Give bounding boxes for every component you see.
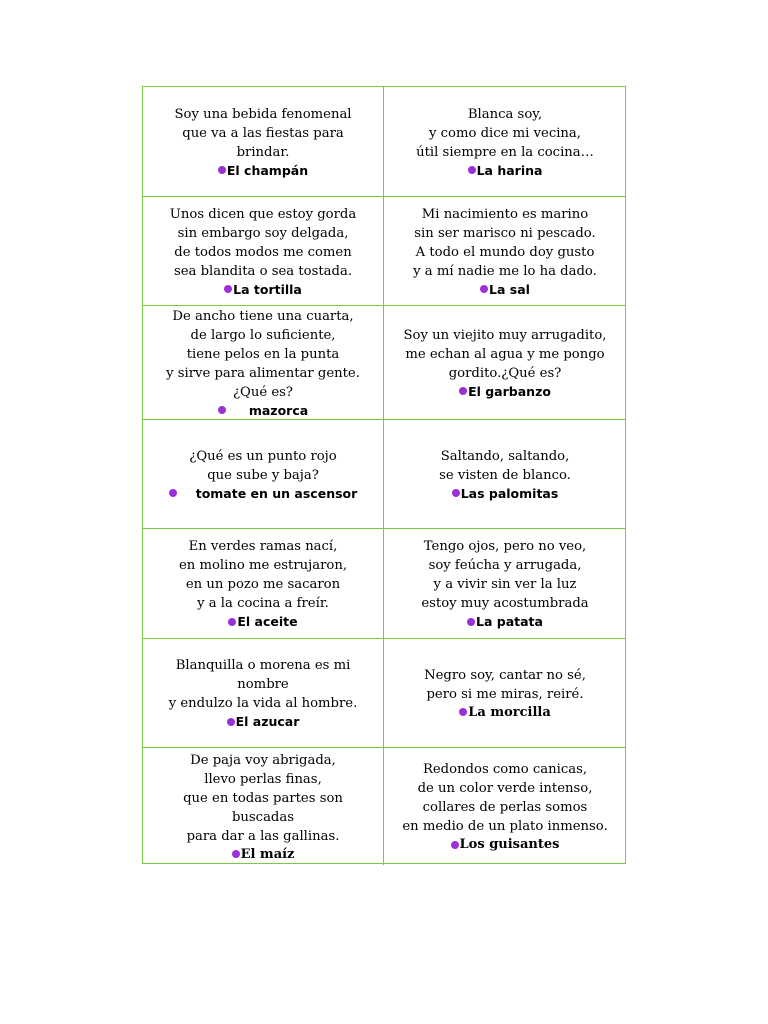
riddle-line: que va a las fiestas para <box>182 125 344 141</box>
bullet-icon <box>218 406 226 414</box>
bullet-icon <box>451 841 459 849</box>
answer-text: mazorca <box>248 402 309 418</box>
riddle-answer <box>480 281 530 298</box>
answer-text: La sal <box>489 281 530 297</box>
riddle-answer <box>459 383 551 400</box>
bullet-icon <box>169 489 177 497</box>
riddle-line: y a mí nadie me lo ha dado. <box>413 263 597 279</box>
answer-text: Los guisantes <box>459 837 560 852</box>
riddle-line: Blanca soy, <box>467 106 543 122</box>
riddle-card <box>143 748 384 865</box>
riddle-answer <box>169 485 358 502</box>
riddle-line: collares de perlas somos <box>422 800 588 815</box>
riddle-line: ¿Qué es un punto rojo <box>189 448 337 464</box>
riddle-line: Unos dicen que estoy gorda <box>169 206 357 222</box>
bullet-icon <box>468 166 476 174</box>
riddle-line: de un color verde intenso, <box>417 781 593 796</box>
riddle-answer <box>459 704 551 721</box>
riddle-line: Mi nacimiento es marino <box>421 206 589 222</box>
riddle-line: llevo perlas finas, <box>204 771 322 787</box>
riddle-line: De ancho tiene una cuarta, <box>172 308 354 324</box>
riddle-line: y endulzo la vida al hombre. <box>168 696 358 711</box>
answer-text: El garbanzo <box>468 383 551 399</box>
riddle-line: en un pozo me sacaron <box>185 577 341 592</box>
riddle-line: pero si me miras, reiré. <box>426 686 584 702</box>
answer-text: La patata <box>476 614 543 629</box>
riddle-card <box>143 306 384 420</box>
riddle-line: buscadas <box>231 809 295 825</box>
riddle-line: gordito.¿Qué es? <box>448 365 562 381</box>
riddle-line: útil siempre en la cocina… <box>416 144 594 160</box>
riddle-line: y sirve para alimentar gente. <box>166 365 360 381</box>
riddle-card <box>384 748 626 865</box>
riddle-line: sin ser marisco ni pescado. <box>414 225 596 241</box>
answer-text: El azucar <box>235 714 300 729</box>
riddle-line: Saltando, saltando, <box>440 448 570 464</box>
riddle-answer <box>218 162 308 179</box>
bullet-icon <box>227 718 235 726</box>
riddle-line: y como dice mi vecina, <box>429 125 581 141</box>
riddle-card <box>384 529 626 639</box>
riddle-card <box>143 87 384 197</box>
riddle-answer <box>232 846 295 863</box>
bullet-icon <box>232 850 240 858</box>
riddle-card <box>384 420 626 529</box>
riddle-line: se visten de blanco. <box>439 467 571 483</box>
riddle-card <box>384 87 626 197</box>
riddle-line: que sube y baja? <box>207 467 319 483</box>
riddle-line: para dar a las gallinas. <box>186 828 340 844</box>
riddle-line: tiene pelos en la punta <box>186 346 340 362</box>
riddle-card <box>384 306 626 420</box>
riddle-line: sin embargo soy delgada, <box>177 225 349 241</box>
answer-text: La tortilla <box>233 281 302 297</box>
riddle-line: ¿Qué es? <box>232 384 293 400</box>
riddle-card <box>384 639 626 748</box>
answer-text: La morcilla <box>468 704 551 720</box>
riddle-line: de todos modos me comen <box>174 244 352 260</box>
answer-text: La harina <box>476 162 543 178</box>
riddle-line: en molino me estrujaron, <box>178 558 348 573</box>
riddle-card <box>384 197 626 306</box>
riddle-line: De paja voy abrigada, <box>190 752 336 768</box>
riddle-line: A todo el mundo doy gusto <box>415 244 595 260</box>
riddle-answer <box>218 402 308 419</box>
riddle-line: me echan al agua y me pongo <box>405 346 605 362</box>
riddle-line: Negro soy, cantar no sé, <box>424 667 586 683</box>
riddle-answer <box>452 485 559 502</box>
riddle-answer <box>224 281 302 298</box>
riddle-line: estoy muy acostumbrada <box>421 596 589 611</box>
riddle-line: y a la cocina a freír. <box>197 596 329 611</box>
answer-text: El maíz <box>240 846 295 862</box>
riddle-line: Tengo ojos, pero no veo, <box>423 539 587 554</box>
riddle-line: soy feúcha y arrugada, <box>428 558 582 573</box>
answer-text: El aceite <box>237 614 298 629</box>
riddle-card <box>143 639 384 748</box>
riddle-line: que en todas partes son <box>183 790 343 806</box>
bullet-icon <box>218 166 226 174</box>
riddle-answer <box>227 713 300 730</box>
bullet-icon <box>452 489 460 497</box>
bullet-icon <box>480 285 488 293</box>
bullet-icon <box>224 285 232 293</box>
riddle-card <box>143 420 384 529</box>
riddle-answer <box>451 836 560 853</box>
bullet-icon <box>459 708 467 716</box>
answer-text: Las palomitas <box>460 485 559 501</box>
riddle-line: Redondos como canicas, <box>422 762 588 777</box>
answer-text: tomate en un ascensor <box>195 485 358 501</box>
riddle-line: Blanquilla o morena es mi <box>175 658 351 673</box>
riddle-answer <box>468 162 543 179</box>
bullet-icon <box>467 618 475 626</box>
riddle-line: brindar. <box>236 144 290 160</box>
riddle-line: En verdes ramas nací, <box>188 539 338 554</box>
riddle-card <box>143 529 384 639</box>
riddle-line: Soy un viejito muy arrugadito, <box>403 327 607 343</box>
riddle-line: en medio de un plato inmenso. <box>402 819 608 834</box>
riddle-answer <box>228 613 297 630</box>
riddle-answer <box>467 613 543 630</box>
riddle-line: y a vivir sin ver la luz <box>433 577 577 592</box>
bullet-icon <box>228 618 236 626</box>
riddle-line: nombre <box>237 677 289 692</box>
riddle-card-grid <box>142 86 626 864</box>
riddle-line: de largo lo suficiente, <box>190 327 336 343</box>
bullet-icon <box>459 387 467 395</box>
riddle-line: sea blandita o sea tostada. <box>173 263 353 279</box>
riddle-line: Soy una bebida fenomenal <box>174 106 352 122</box>
answer-text: El champán <box>226 162 309 178</box>
riddle-card <box>143 197 384 306</box>
